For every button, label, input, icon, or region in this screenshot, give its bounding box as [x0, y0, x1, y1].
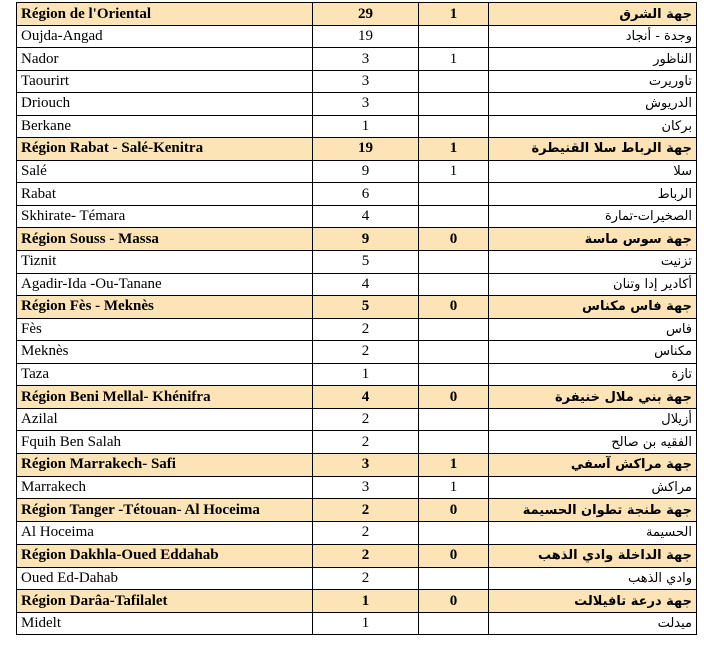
province-name-ar-cell: الرباط: [489, 183, 697, 205]
province-deaths-cell: [419, 205, 489, 227]
region-name-ar-cell: جهة طنجة تطوان الحسيمة: [489, 499, 697, 522]
region-deaths-cell: 1: [419, 3, 489, 26]
region-name-ar-cell: جهة بني ملال خنيفرة: [489, 386, 697, 409]
region-name-ar-cell: جهة الشرق: [489, 3, 697, 26]
province-row: [17, 341, 697, 363]
region-row: [17, 544, 697, 567]
cases-table-body: [17, 3, 697, 635]
region-row: [17, 386, 697, 409]
province-deaths-cell: [419, 522, 489, 544]
province-name-ar-cell: مكناس: [489, 341, 697, 363]
province-name-fr-cell: Salé: [17, 160, 313, 182]
province-row: [17, 318, 697, 340]
province-name-ar-cell: الفقيه بن صالح: [489, 431, 697, 453]
province-cases-cell: 6: [313, 183, 419, 205]
province-row: [17, 522, 697, 544]
region-deaths-cell: 0: [419, 544, 489, 567]
province-name-ar-cell: سلا: [489, 160, 697, 182]
region-deaths-cell: 0: [419, 499, 489, 522]
province-name-fr-cell: Berkane: [17, 115, 313, 137]
province-name-fr-cell: Marrakech: [17, 476, 313, 498]
province-name-fr-cell: Taourirt: [17, 70, 313, 92]
region-name-ar-cell: جهة الرباط سلا القنيطرة: [489, 137, 697, 160]
region-name-fr-cell: Région Darâa-Tafilalet: [17, 590, 313, 613]
province-name-fr-cell: Taza: [17, 363, 313, 385]
province-name-fr-cell: Skhirate- Témara: [17, 205, 313, 227]
province-deaths-cell: [419, 567, 489, 589]
region-name-fr-cell: Région Marrakech- Safi: [17, 453, 313, 476]
province-cases-cell: 2: [313, 431, 419, 453]
province-row: [17, 26, 697, 48]
province-name-fr-cell: Driouch: [17, 93, 313, 115]
province-name-fr-cell: Tiznit: [17, 251, 313, 273]
region-cases-cell: 3: [313, 453, 419, 476]
province-name-fr-cell: Nador: [17, 48, 313, 70]
province-name-fr-cell: Azilal: [17, 409, 313, 431]
province-name-ar-cell: وادي الذهب: [489, 567, 697, 589]
region-name-fr-cell: Région Tanger -Tétouan- Al Hoceima: [17, 499, 313, 522]
province-deaths-cell: [419, 115, 489, 137]
region-row: [17, 453, 697, 476]
region-name-fr-cell: Région Dakhla-Oued Eddahab: [17, 544, 313, 567]
province-name-fr-cell: Oued Ed-Dahab: [17, 567, 313, 589]
province-name-ar-cell: الصخيرات-تمارة: [489, 205, 697, 227]
province-cases-cell: 3: [313, 476, 419, 498]
province-cases-cell: 1: [313, 115, 419, 137]
region-deaths-cell: 0: [419, 590, 489, 613]
region-name-ar-cell: جهة الداخلة وادي الذهب: [489, 544, 697, 567]
province-name-fr-cell: Al Hoceima: [17, 522, 313, 544]
region-cases-cell: 9: [313, 228, 419, 251]
province-row: [17, 183, 697, 205]
province-deaths-cell: [419, 363, 489, 385]
province-row: [17, 476, 697, 498]
province-name-ar-cell: أزيلال: [489, 409, 697, 431]
province-row: [17, 409, 697, 431]
province-name-ar-cell: وجدة - أنجاد: [489, 26, 697, 48]
province-row: [17, 613, 697, 635]
province-name-ar-cell: الحسيمة: [489, 522, 697, 544]
province-cases-cell: 4: [313, 273, 419, 295]
province-name-ar-cell: ميدلت: [489, 613, 697, 635]
province-row: [17, 93, 697, 115]
province-row: [17, 70, 697, 92]
province-row: [17, 48, 697, 70]
province-name-ar-cell: تازة: [489, 363, 697, 385]
region-name-fr-cell: Région Rabat - Salé-Kenitra: [17, 137, 313, 160]
region-deaths-cell: 1: [419, 453, 489, 476]
province-row: [17, 115, 697, 137]
region-name-ar-cell: جهة سوس ماسة: [489, 228, 697, 251]
province-cases-cell: 5: [313, 251, 419, 273]
region-cases-cell: 19: [313, 137, 419, 160]
province-deaths-cell: [419, 431, 489, 453]
region-row: [17, 499, 697, 522]
province-cases-cell: 2: [313, 567, 419, 589]
province-row: [17, 431, 697, 453]
province-deaths-cell: [419, 318, 489, 340]
region-row: [17, 137, 697, 160]
province-cases-cell: 2: [313, 522, 419, 544]
region-deaths-cell: 0: [419, 228, 489, 251]
region-name-fr-cell: Région Beni Mellal- Khénifra: [17, 386, 313, 409]
province-deaths-cell: [419, 93, 489, 115]
province-name-ar-cell: بركان: [489, 115, 697, 137]
province-deaths-cell: 1: [419, 476, 489, 498]
province-name-ar-cell: تزنيت: [489, 251, 697, 273]
province-cases-cell: 2: [313, 341, 419, 363]
province-cases-cell: 3: [313, 93, 419, 115]
province-name-fr-cell: Rabat: [17, 183, 313, 205]
province-row: [17, 363, 697, 385]
province-name-ar-cell: الناظور: [489, 48, 697, 70]
province-cases-cell: 1: [313, 613, 419, 635]
province-cases-cell: 19: [313, 26, 419, 48]
region-name-ar-cell: جهة مراكش آسفي: [489, 453, 697, 476]
province-name-fr-cell: Oujda-Angad: [17, 26, 313, 48]
province-name-fr-cell: Meknès: [17, 341, 313, 363]
region-name-ar-cell: جهة فاس مكناس: [489, 295, 697, 318]
province-name-ar-cell: مراكش: [489, 476, 697, 498]
region-row: [17, 295, 697, 318]
province-deaths-cell: [419, 613, 489, 635]
province-row: [17, 273, 697, 295]
province-name-fr-cell: Agadir-Ida -Ou-Tanane: [17, 273, 313, 295]
province-cases-cell: 3: [313, 70, 419, 92]
province-cases-cell: 3: [313, 48, 419, 70]
province-deaths-cell: [419, 341, 489, 363]
region-cases-cell: 1: [313, 590, 419, 613]
region-name-fr-cell: Région Souss - Massa: [17, 228, 313, 251]
province-name-ar-cell: تاوريرت: [489, 70, 697, 92]
province-name-ar-cell: أكادير إدا وتنان: [489, 273, 697, 295]
province-row: [17, 567, 697, 589]
province-deaths-cell: [419, 251, 489, 273]
region-deaths-cell: 1: [419, 137, 489, 160]
region-cases-cell: 4: [313, 386, 419, 409]
region-deaths-cell: 0: [419, 295, 489, 318]
province-deaths-cell: 1: [419, 48, 489, 70]
region-cases-cell: 2: [313, 544, 419, 567]
province-cases-cell: 4: [313, 205, 419, 227]
region-name-ar-cell: جهة درعة تافيلالت: [489, 590, 697, 613]
province-deaths-cell: [419, 409, 489, 431]
province-deaths-cell: [419, 273, 489, 295]
province-row: [17, 205, 697, 227]
province-deaths-cell: 1: [419, 160, 489, 182]
province-row: [17, 251, 697, 273]
region-row: [17, 590, 697, 613]
region-name-fr-cell: Région de l'Oriental: [17, 3, 313, 26]
province-cases-cell: 9: [313, 160, 419, 182]
region-row: [17, 3, 697, 26]
region-row: [17, 228, 697, 251]
province-name-fr-cell: Midelt: [17, 613, 313, 635]
region-deaths-cell: 0: [419, 386, 489, 409]
province-deaths-cell: [419, 183, 489, 205]
region-cases-cell: 5: [313, 295, 419, 318]
province-deaths-cell: [419, 26, 489, 48]
region-name-fr-cell: Région Fès - Meknès: [17, 295, 313, 318]
province-name-ar-cell: الدريوش: [489, 93, 697, 115]
province-deaths-cell: [419, 70, 489, 92]
province-row: [17, 160, 697, 182]
region-cases-cell: 2: [313, 499, 419, 522]
province-name-fr-cell: Fquih Ben Salah: [17, 431, 313, 453]
region-cases-cell: 29: [313, 3, 419, 26]
province-cases-cell: 2: [313, 318, 419, 340]
province-name-ar-cell: فاس: [489, 318, 697, 340]
province-cases-cell: 1: [313, 363, 419, 385]
province-name-fr-cell: Fès: [17, 318, 313, 340]
cases-table: [16, 2, 697, 635]
province-cases-cell: 2: [313, 409, 419, 431]
